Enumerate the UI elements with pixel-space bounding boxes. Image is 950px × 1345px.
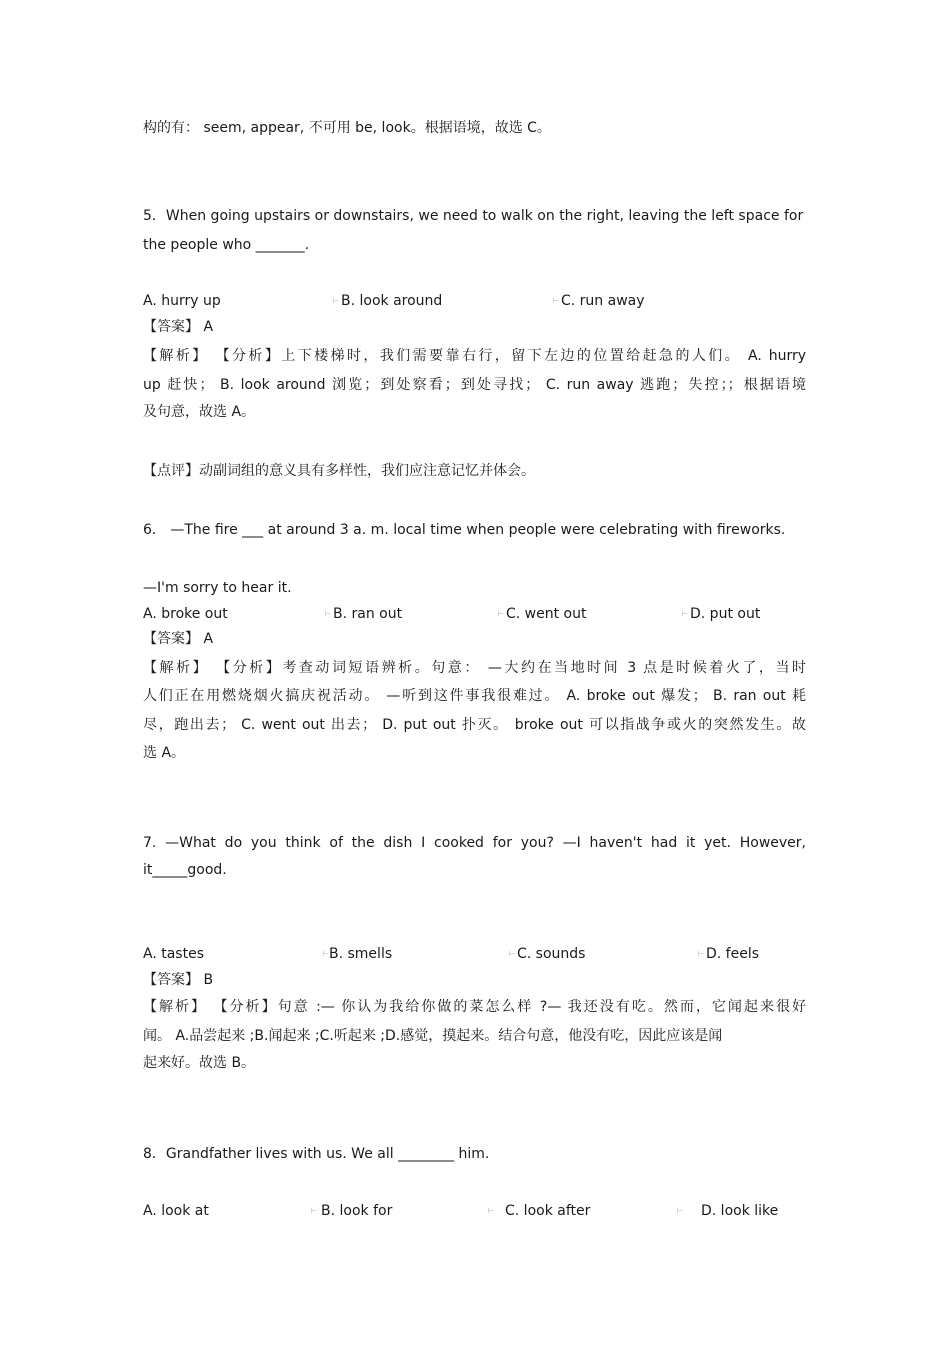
q8-option-c: C. look after <box>505 1203 591 1219</box>
q5-analysis-line: up 赶快； B. look around 浏览；到处察看；到处寻找； C. run away 逃跑；失控；；根据语境 <box>143 377 806 393</box>
q7-answer: 【答案】 B <box>143 972 214 988</box>
q6-analysis-line: 人们正在用燃烧烟火搞庆祝活动。 —听到这件事我很难过。 A. broke out 爆发； B. ran out 耗 <box>143 688 806 704</box>
q8-option-d: D. look like <box>701 1203 779 1219</box>
option-marker: ⊢ <box>682 610 689 618</box>
question-5-stem-cont: the people who _______. <box>143 237 310 253</box>
q5-option-c: C. run away <box>561 293 645 309</box>
question-6-stem: 6． —The fire ___ at around 3 a. m. local time when people were celebrating with fireworks. <box>143 522 786 538</box>
option-marker: ⊢ <box>325 610 332 618</box>
q8-option-a: A. look at <box>143 1203 209 1219</box>
question-5-stem: 5．When going upstairs or downstairs, we need to walk on the right, leaving the left space for <box>143 208 804 224</box>
option-marker: ⊢ <box>333 297 340 305</box>
question-7-stem-cont: it_____good. <box>143 862 227 878</box>
option-marker: ⊢ <box>323 950 330 958</box>
q7-option-c: C. sounds <box>517 946 586 962</box>
q7-analysis-line: 【解析】 【分析】句意 :— 你认为我给你做的菜怎么样 ?— 我还没有吃。然而，它闻起来很好 <box>143 999 806 1015</box>
option-marker: ⊢ <box>509 950 516 958</box>
q7-analysis-line: 起来好。故选 B。 <box>143 1055 256 1071</box>
q6-option-d: D. put out <box>690 606 761 622</box>
q5-comment: 【点评】动副词组的意义具有多样性，我们应注意记忆并体会。 <box>143 463 535 479</box>
question-8-stem: 8．Grandfather lives with us. We all ________ him. <box>143 1146 490 1162</box>
q7-option-d: D. feels <box>706 946 760 962</box>
option-marker: ⊢ <box>553 297 560 305</box>
option-marker: ⊢ <box>498 610 505 618</box>
text-line: 构的有： seem, appear, 不可用 be, look。根据语境，故选 C。 <box>143 120 551 136</box>
question-6-stem-cont: —I'm sorry to hear it. <box>143 580 292 596</box>
option-marker: ⊢ <box>311 1207 318 1215</box>
q6-option-c: C. went out <box>506 606 587 622</box>
option-marker: ⊢ <box>698 950 705 958</box>
option-marker: ⊢ <box>677 1207 684 1215</box>
q6-option-a: A. broke out <box>143 606 228 622</box>
q7-option-b: B. smells <box>329 946 393 962</box>
q5-analysis-line: 及句意，故选 A。 <box>143 404 256 420</box>
q6-analysis-line: 尽，跑出去； C. went out 出去； D. put out 扑灭。 broke out 可以指战争或火的突然发生。故 <box>143 717 806 733</box>
q5-option-b: B. look around <box>341 293 443 309</box>
q6-analysis-line: 【解析】 【分析】考查动词短语辨析。句意： —大约在当地时间 3 点是时候着火了，当时 <box>143 660 806 676</box>
q6-analysis-line: 选 A。 <box>143 745 186 761</box>
q7-analysis-line: 闻。 A.品尝起来 ;B.闻起来 ;C.听起来 ;D.感觉，摸起来。结合句意，他没有吃，因此应该是闻 <box>143 1028 723 1044</box>
q7-option-a: A. tastes <box>143 946 204 962</box>
question-7-stem: 7. —What do you think of the dish I cooked for you? —I haven't had it yet. However, <box>143 835 806 851</box>
q8-option-b: B. look for <box>321 1203 393 1219</box>
q6-answer: 【答案】 A <box>143 631 214 647</box>
q5-option-a: A. hurry up <box>143 293 221 309</box>
q5-answer: 【答案】 A <box>143 319 214 335</box>
option-marker: ⊢ <box>488 1207 495 1215</box>
q5-analysis-line: 【解析】 【分析】上下楼梯时，我们需要靠右行，留下左边的位置给赶急的人们。 A. hurry <box>143 348 806 364</box>
q6-option-b: B. ran out <box>333 606 403 622</box>
